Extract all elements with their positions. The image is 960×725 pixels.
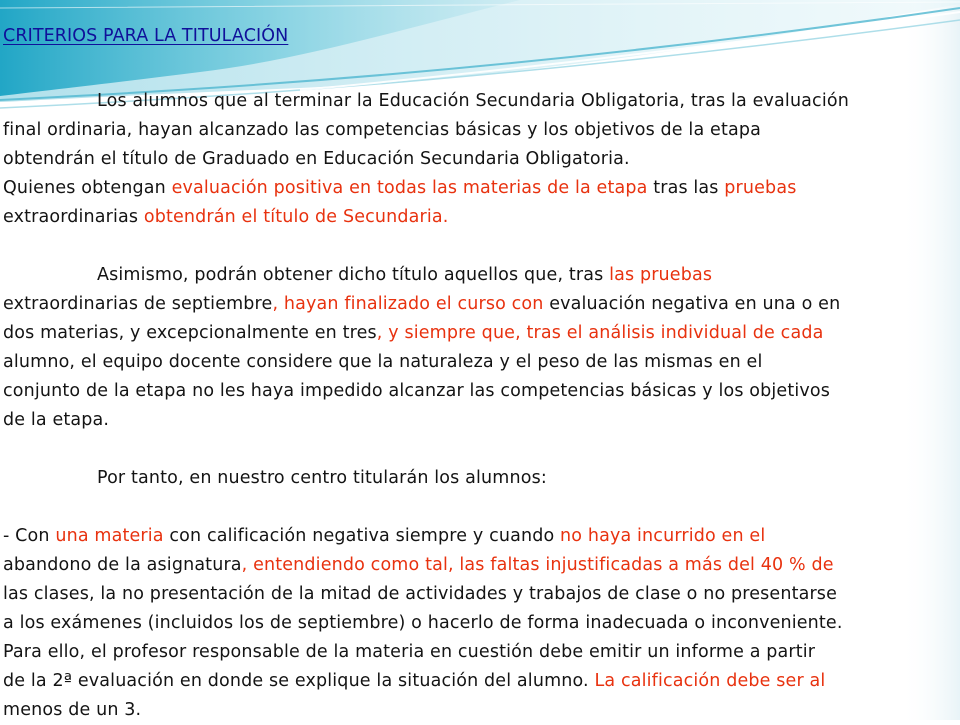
body-line — [3, 377, 830, 406]
highlighted-text: una materia — [55, 526, 164, 546]
body-text-run: Los alumnos que al terminar la Educación Secundaria Obligatoria, tras la evaluación — [97, 91, 849, 111]
body-text-run: menos de un 3. — [3, 700, 142, 720]
highlighted-text: obtendrán el título de Secundaria. — [138, 207, 449, 227]
body-line — [3, 348, 762, 377]
body-line — [3, 609, 843, 638]
body-line — [3, 696, 141, 725]
body-line — [3, 319, 823, 348]
highlighted-text: , hayan finalizado el curso con — [272, 294, 550, 314]
body-text-run: de la etapa. — [3, 410, 110, 430]
body-line — [97, 261, 712, 290]
body-line — [3, 580, 837, 609]
body-line — [3, 522, 765, 551]
body-line — [3, 203, 448, 232]
body-text-run: Para ello, el profesor responsable de la materia en cuestión debe emitir un informe a partir — [3, 642, 816, 662]
body-line — [3, 290, 840, 319]
body-text-run: a los exámenes (incluidos los de septiembre) o hacerlo de forma inadecuada o inconveniente. — [3, 613, 843, 633]
body-line — [97, 87, 849, 116]
highlighted-text: las pruebas — [609, 265, 713, 285]
body-text-run: extraordinarias — [3, 207, 139, 227]
body-line — [3, 551, 834, 580]
body-text-run: final ordinaria, hayan alcanzado las competencias básicas y los objetivos de la etapa — [3, 120, 761, 140]
body-text-run: tras las — [647, 178, 725, 198]
body-text-run: Quienes obtengan — [3, 178, 172, 198]
body-line — [3, 145, 630, 174]
highlighted-text: , y siempre que, tras el análisis individual de cada — [376, 323, 824, 343]
body-text-run: las clases, la no presentación de la mitad de actividades y trabajos de clase o no presentarse — [3, 584, 837, 604]
body-line — [3, 667, 825, 696]
highlighted-text: , entendiendo como tal, las faltas injustificadas a más del 40 % de — [241, 555, 834, 575]
body-text-run: obtendrán el título de Graduado en Educación Secundaria Obligatoria. — [3, 149, 630, 169]
body-text-run: alumno, el equipo docente considere que la naturaleza y el peso de las mismas en el — [3, 352, 763, 372]
slide-title: CRITERIOS PARA LA TITULACIÓN — [3, 26, 289, 46]
body-line — [3, 116, 761, 145]
highlighted-text: evaluación positiva en todas las materias de la etapa — [171, 178, 648, 198]
body-text-run: extraordinarias de septiembre — [3, 294, 273, 314]
body-text-run: Por tanto, en nuestro centro titularán los alumnos: — [97, 468, 547, 488]
body-text-run: dos materias, y excepcionalmente en tres — [3, 323, 377, 343]
body-text-run: evaluación negativa en una o en — [549, 294, 841, 314]
body-text-run: de la 2ª evaluación en donde se explique la situación del alumno. — [3, 671, 595, 691]
body-line — [3, 406, 109, 435]
highlighted-text: La calificación debe ser al — [594, 671, 826, 691]
body-text-run: Asimismo, podrán obtener dicho título aquellos que, tras — [97, 265, 610, 285]
highlighted-text: no haya incurrido en el — [560, 526, 766, 546]
body-line — [3, 638, 815, 667]
body-text-run: - Con — [3, 526, 56, 546]
body-line — [97, 464, 547, 493]
body-text-run: abandono de la asignatura — [3, 555, 242, 575]
body-line — [3, 174, 796, 203]
highlighted-text: pruebas — [724, 178, 797, 198]
body-text-run: con calificación negativa siempre y cuando — [163, 526, 561, 546]
body-text-run: conjunto de la etapa no les haya impedido alcanzar las competencias básicas y los objetivos — [3, 381, 831, 401]
